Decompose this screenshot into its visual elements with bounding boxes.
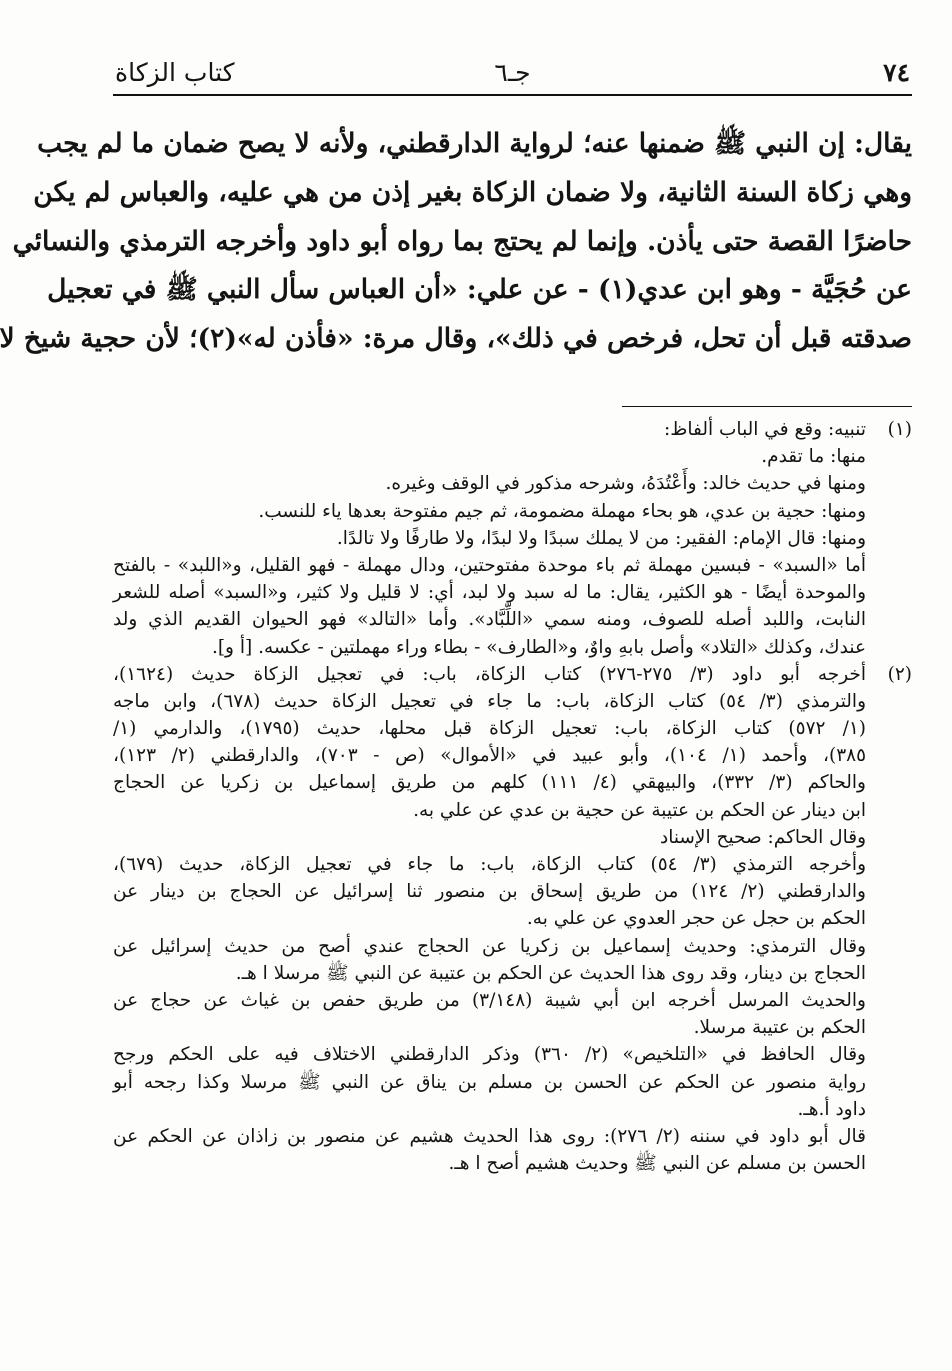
footnote-line: أما «السبد» - فبسين مهملة ثم باء موحدة مفتوحتين، ودال مهملة - فهو القليل، و«اللبد» - بالفتح bbox=[113, 554, 866, 576]
footnote-line: وقال الترمذي: وحديث إسماعيل بن زكريا عن الحجاج عندي أصح من حديث إسرائيل عن bbox=[113, 935, 866, 957]
volume-label: جـ٦ bbox=[494, 58, 531, 87]
main-text-line: صدقته قبل أن تحل، فرخص في ذلك»، وقال مرة: «فأذن له»(٢)؛ لأن حجية شيخ لا bbox=[0, 323, 912, 355]
footnote-line: منها: ما تقدم. bbox=[761, 446, 866, 468]
main-text bbox=[0, 120, 912, 364]
footnote-line: والحاكم (٣/ ٣٣٢)، والبيهقي (٤/ ١١١) كلهم من طريق إسماعيل بن زكريا عن الحجاج bbox=[113, 772, 866, 794]
footnote-line: والدارقطني (٢/ ١٢٤) من طريق إسحاق بن منصور ثنا إسرائيل عن الحجاج بن دينار عن bbox=[113, 881, 866, 903]
footnote-line: أخرجه أبو داود (٣/ ٢٧٥-٢٧٦) كتاب الزكاة، باب: في تعجيل الزكاة حديث (١٦٢٤)، bbox=[113, 663, 866, 685]
page-number: ٧٤ bbox=[883, 58, 910, 87]
footnote-marker: (١) bbox=[887, 419, 912, 440]
footnote-line: تنبيه: وقع في الباب ألفاظ: bbox=[664, 419, 866, 440]
footnote-line: (١/ ٥٧٢) كتاب الزكاة، باب: تعجيل الزكاة قبل محلها، حديث (١٧٩٥)، والدارمي (١/ bbox=[113, 718, 866, 740]
footnote-line: الحجاج بن دينار، وقد روى هذا الحديث عن الحكم بن عتيبة عن النبي ﷺ مرسلا ا هـ. bbox=[235, 962, 866, 984]
footnote-marker: (٢) bbox=[887, 663, 912, 685]
footnote-line: ابن دينار عن الحكم بن عتيبة عن حجية بن عدي عن علي به. bbox=[413, 799, 866, 821]
footnote-line: الحسن بن مسلم عن النبي ﷺ وحديث هشيم أصح ا هـ. bbox=[448, 1153, 866, 1175]
footnote-line: الحكم بن عتيبة مرسلا. bbox=[693, 1017, 866, 1039]
main-text-line: وهي زكاة السنة الثانية، ولا ضمان الزكاة بغير إذن من هي عليه، والعباس لم يكن bbox=[33, 176, 912, 208]
footnotes bbox=[113, 416, 912, 1177]
footnote-line: ٣٨٥)، وأحمد (١/ ١٠٤)، وأبو عبيد في «الأموال» (ص - ٧٠٣)، والدارقطني (٢/ ١٢٣)، bbox=[113, 745, 867, 767]
main-text-line: حاضرًا القصة حتى يأذن. وإنما لم يحتج بما رواه أبو داود وأخرجه الترمذي والنسائي bbox=[12, 225, 912, 257]
footnote-line: والحديث المرسل أخرجه ابن أبي شيبة (٣/١٤٨) من طريق حفص بن غياث عن حجاج عن bbox=[113, 989, 866, 1011]
footnote-line: وقال الحافظ في «التلخيص» (٢/ ٣٦٠) وذكر الدارقطني الاختلاف فيه على الحكم ورجح bbox=[113, 1044, 866, 1066]
footnote-line: ومنها: قال الإمام: الفقير: من لا يملك سبدًا ولا لبدًا، ولا طارفًا ولا تالدًا. bbox=[336, 527, 866, 549]
footnote-1 bbox=[113, 416, 912, 661]
footnote-separator bbox=[622, 406, 912, 407]
footnote-line: داود أ.هـ. bbox=[797, 1098, 866, 1120]
footnote-line: وقال الحاكم: صحيح الإسناد bbox=[659, 826, 866, 848]
header-rule bbox=[113, 94, 912, 96]
running-header bbox=[113, 54, 912, 96]
footnote-line: وأخرجه الترمذي (٣/ ٥٤) كتاب الزكاة، باب: ما جاء في تعجيل الزكاة، حديث (٦٧٩)، bbox=[113, 854, 866, 875]
footnote-line: ومنها: حجية بن عدي، هو بحاء مهملة مضمومة، ثم جيم مفتوحة بعدها ياء للنسب. bbox=[258, 500, 866, 522]
footnote-line: والموحدة أيضًا - هو الكثير، يقال: ما له سبد ولا لبد، أي: لا قليل ولا كثير، و«السبد» أصله للشعر bbox=[113, 582, 866, 604]
footnote-line: والترمذي (٣/ ٥٤) كتاب الزكاة، باب: ما جاء في تعجيل الزكاة حديث (٦٧٨)، وابن ماجه bbox=[113, 690, 867, 712]
footnote-line: ومنها في حديث خالد: وأَعْتُدَهُ، وشرحه مذكور في الوقف وغيره. bbox=[385, 473, 866, 495]
chapter-title: كتاب الزكاة bbox=[115, 58, 235, 87]
footnote-line: النابت، واللبد أصله للصوف، ومنه سمي «اللِّبَّاد». وأما «التالد» فهو الحيوان القديم الذي ولد bbox=[113, 609, 866, 631]
main-text-line: عن حُجَيَّة - وهو ابن عدي(١) - عن علي: «أن العباس سأل النبي ﷺ في تعجيل bbox=[47, 274, 912, 306]
footnote-line: رواية منصور عن الحكم عن الحسن بن مسلم بن يناق عن النبي ﷺ مرسلا وكذا رجحه أبو bbox=[113, 1071, 866, 1093]
footnote-2 bbox=[113, 661, 912, 1178]
main-text-line: يقال: إن النبي ﷺ ضمنها عنه؛ لرواية الدارقطني، ولأنه لا يصح ضمان ما لم يجب bbox=[37, 128, 912, 159]
footnote-line: عندك، وكذلك «التلاد» وأصل بابهِ واوٌ، و«الطارف» - بطاء وراء مهملتين - عكسه. [أ و]. bbox=[211, 636, 866, 658]
footnote-line: الحكم بن حجل عن حجر العدوي عن علي به. bbox=[526, 908, 866, 930]
footnote-line: قال أبو داود في سننه (٢/ ٢٧٦): روى هذا الحديث هشيم عن منصور بن زاذان عن الحكم عن bbox=[113, 1125, 866, 1147]
